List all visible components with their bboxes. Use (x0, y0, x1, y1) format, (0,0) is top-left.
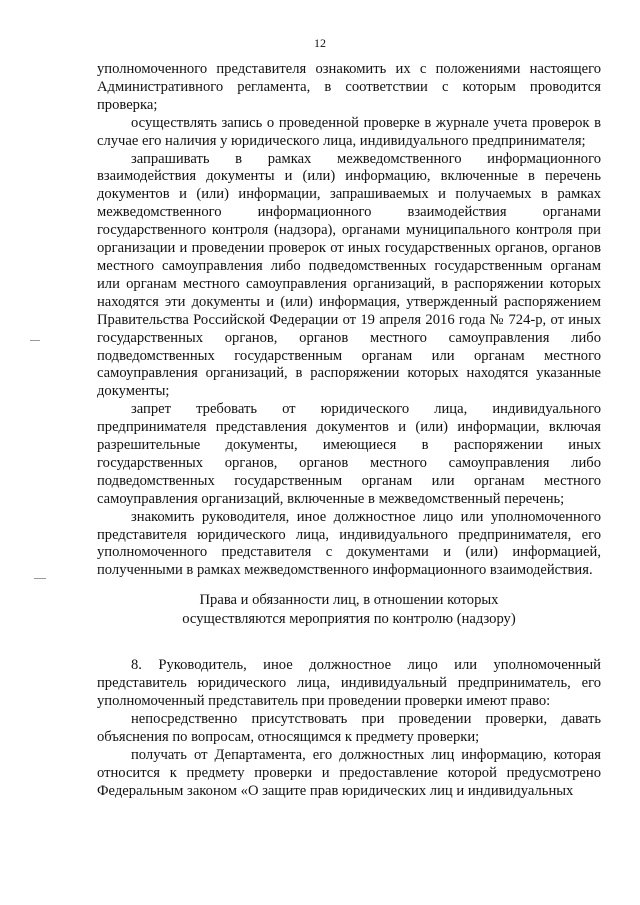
paragraph-item-8: 8. Руководитель, иное должностное лицо или уполномоченный представитель юридического лица, индивидуальный предприниматель, его уполномоченный представитель при проведении проверки имеют право: (97, 657, 601, 710)
paragraph-journal-entry: осуществлять запись о проведенной проверке в журнале учета проверок в случае его наличия у юридического лица, индивидуального предпринимателя; (97, 114, 601, 149)
paragraph-right-attend: непосредственно присутствовать при проведении проверки, давать объяснения по вопросам, относящимся к предмету проверки; (97, 711, 601, 745)
paragraph-right-receive-info: получать от Департамента, его должностных лиц информацию, которая относится к предмету проверки и предоставление которой предусмотрено Федеральным законом «О защите прав юридических лиц и индивидуальных (97, 746, 601, 799)
left-margin-mark-bottom (34, 578, 46, 579)
section-heading-line-2: осуществляются мероприятия по контролю (надзору) (182, 611, 516, 628)
page-number: 12 (314, 36, 326, 50)
paragraph-interagency-request: запрашивать в рамках межведомственного информационного взаимодействия документы и (или) информацию, включенные в перечень документов и (или) информации, запрашиваемых и получаемых в рамках межведомственного информационного взаимодействия органами государственного контроля (надзора), органами муниципального контроля при организации и проведении проверок от иных государственных органов, органов местного самоуправления либо подведомственных государственным органам или органам местного самоуправления организаций, в распоряжении которых находятся эти документы и (или) информация, утвержденный распоряжением Правительства Российской Федерации от 19 апреля 2016 года № 724-р, от иных государственных органов, органов местного самоуправления либо подведомственных государственным органам или органам местного самоуправления организаций, в распоряжении которых находятся указанные документы; (97, 150, 601, 400)
section-heading (97, 591, 601, 629)
paragraph-intro-continuation: уполномоченного представителя ознакомить их с положениями настоящего Административного регламента, в соответствии с которым проводится проверка; (97, 61, 601, 113)
paragraph-familiarize: знакомить руководителя, иное должностное лицо или уполномоченного представителя юридического лица, индивидуального предпринимателя, его уполномоченного представителя с документами и (или) информацией, полученными в рамках межведомственного информационного взаимодействия. (97, 508, 601, 579)
document-body (97, 61, 601, 801)
section-heading-line-1: Права и обязанности лиц, в отношении которых (199, 592, 499, 609)
left-margin-mark-top (30, 340, 40, 341)
paragraph-prohibition: запрет требовать от юридического лица, индивидуального предпринимателя представления документов и (или) информации, включая разрешительные документы, имеющиеся в распоряжении иных государственных органов, органов местного самоуправления либо подведомственных государственным органам или органам местного самоуправления организаций, включенные в межведомственный перечень; (97, 401, 601, 507)
